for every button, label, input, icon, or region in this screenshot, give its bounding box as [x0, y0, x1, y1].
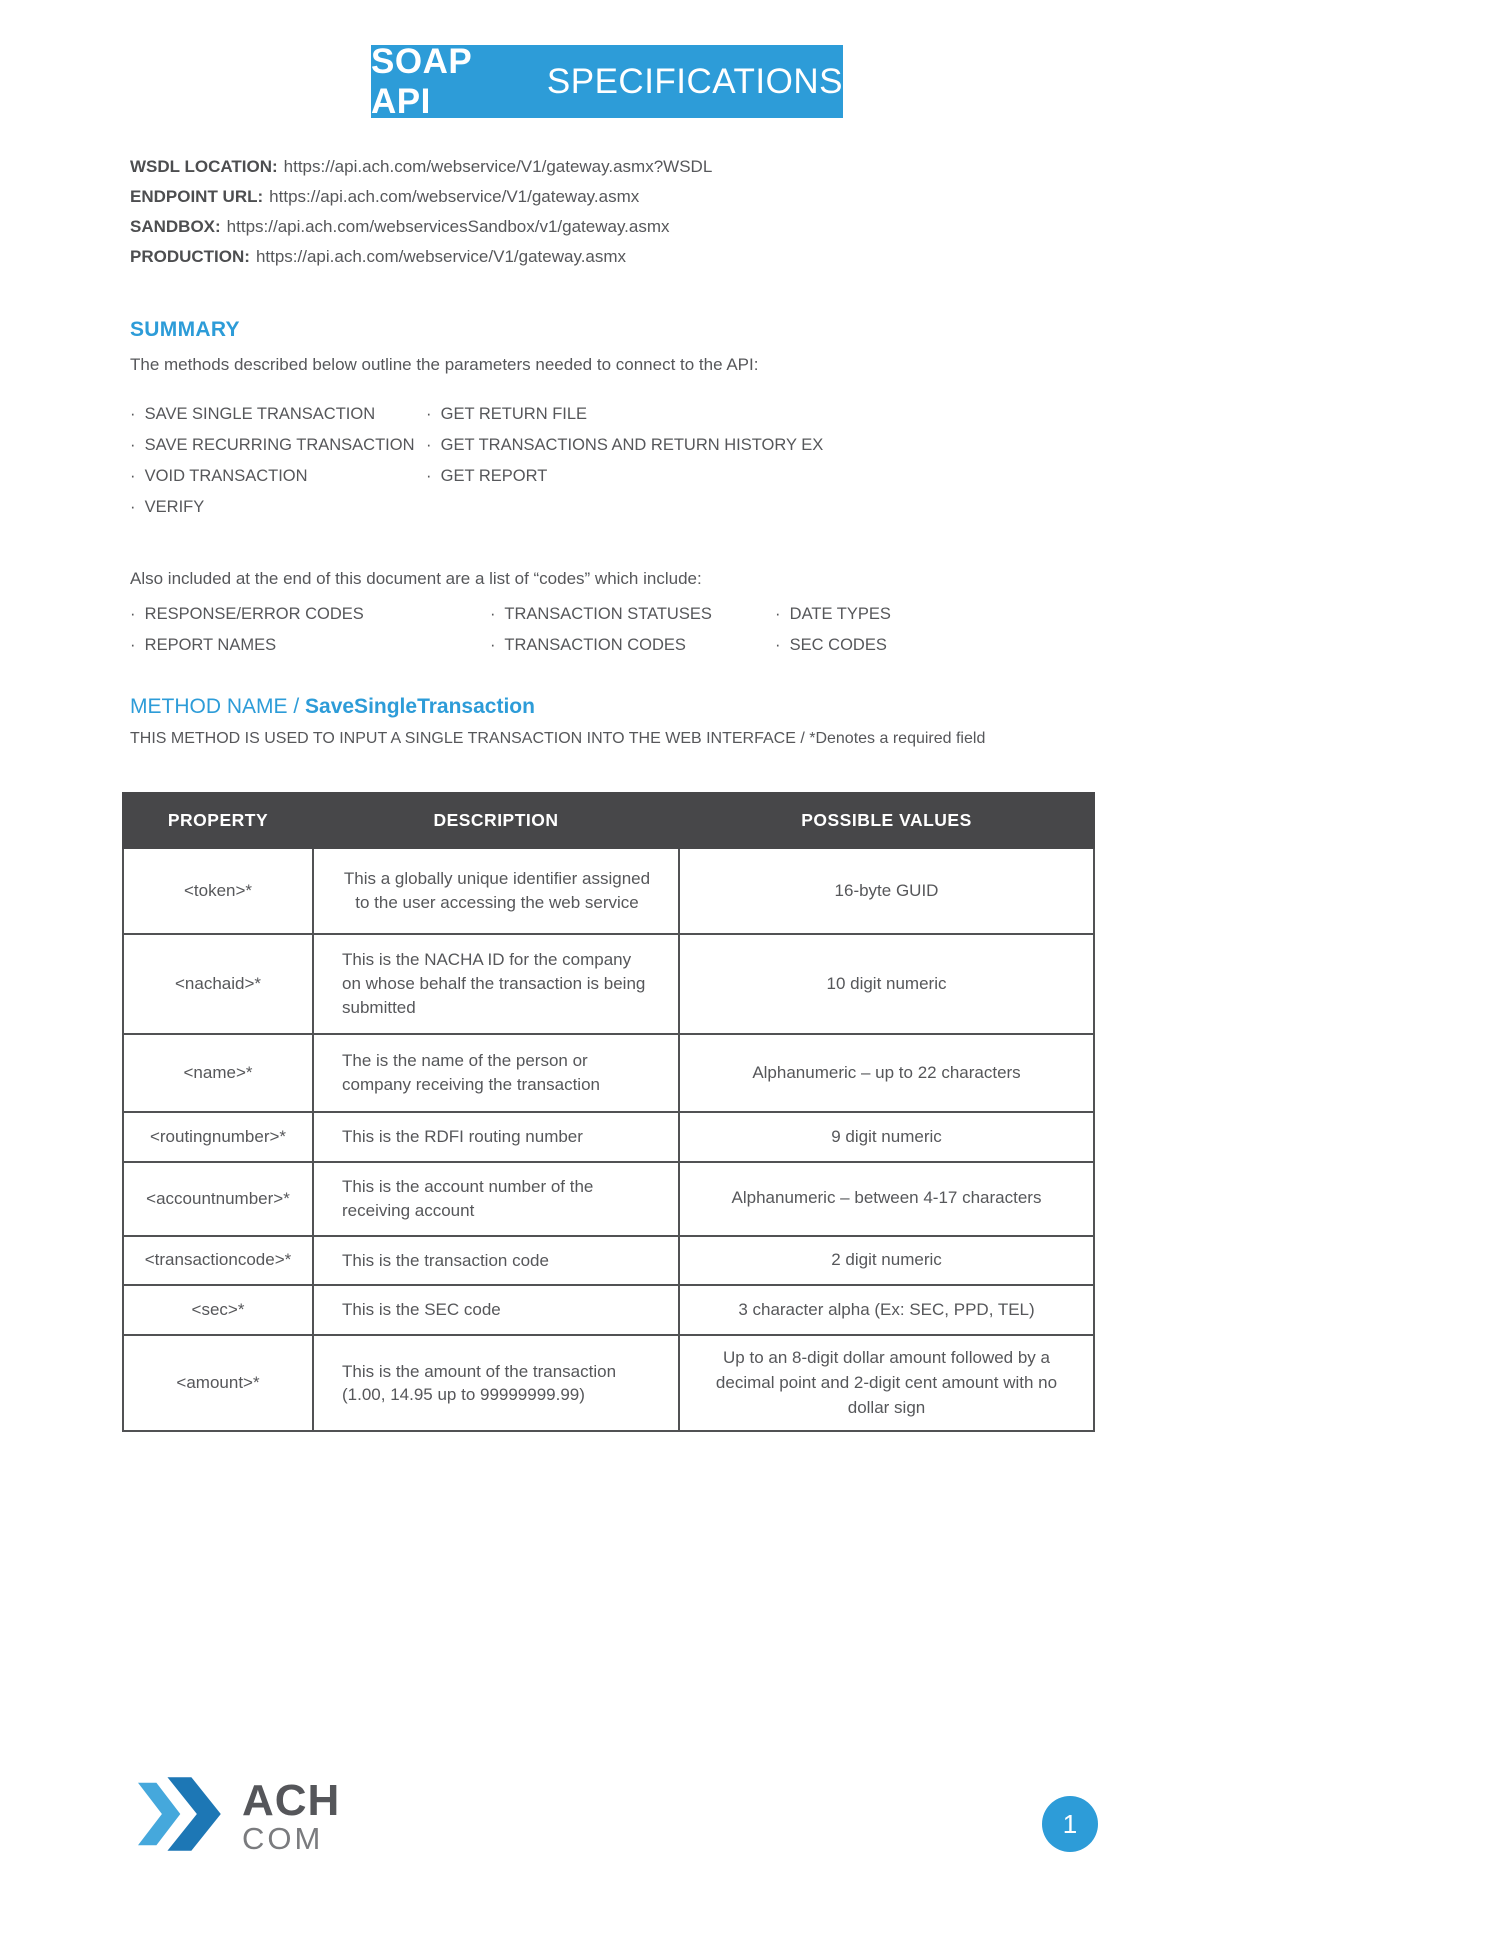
table-row	[123, 1034, 1094, 1112]
method-list-column-1	[130, 405, 426, 529]
description-cell: This is the SEC code	[313, 1285, 679, 1335]
table-row	[123, 1112, 1094, 1162]
table-row	[123, 1285, 1094, 1335]
list-item: · RESPONSE/ERROR CODES	[130, 605, 490, 624]
summary-section	[130, 318, 1140, 667]
chevrons-icon	[138, 1776, 230, 1857]
description-cell: This is the NACHA ID for the company on whose behalf the transaction is being submitted	[313, 934, 679, 1034]
table-header-row	[123, 793, 1094, 848]
list-item: · SAVE RECURRING TRANSACTION	[130, 436, 426, 455]
property-cell: <token>*	[123, 848, 313, 934]
codes-column-2	[490, 605, 775, 667]
list-item: · VOID TRANSACTION	[130, 467, 426, 486]
property-cell: <nachaid>*	[123, 934, 313, 1034]
values-cell: 9 digit numeric	[679, 1112, 1094, 1162]
method-heading-name: SaveSingleTransaction	[305, 695, 535, 718]
values-cell: 2 digit numeric	[679, 1236, 1094, 1286]
values-cell: 3 character alpha (Ex: SEC, PPD, TEL)	[679, 1285, 1094, 1335]
values-cell: Alphanumeric – up to 22 characters	[679, 1034, 1094, 1112]
values-cell: Up to an 8-digit dollar amount followed by a decimal point and 2-digit cent amount with no dollar sign	[679, 1335, 1094, 1431]
list-item: · REPORT NAMES	[130, 636, 490, 655]
description-cell: This a globally unique identifier assigned to the user accessing the web service	[313, 848, 679, 934]
list-item: · TRANSACTION CODES	[490, 636, 775, 655]
description-cell: The is the name of the person or company receiving the transaction	[313, 1034, 679, 1112]
endpoint-url: https://api.ach.com/webservicesSandbox/v1/gateway.asmx	[226, 217, 670, 236]
summary-intro: The methods described below outline the parameters needed to connect to the API:	[130, 355, 759, 374]
values-cell: 10 digit numeric	[679, 934, 1094, 1034]
method-heading-prefix: METHOD NAME /	[130, 695, 306, 718]
property-cell: <sec>*	[123, 1285, 313, 1335]
endpoint-row	[130, 242, 712, 272]
codes-intro: Also included at the end of this document are a list of “codes” which include:	[130, 569, 702, 588]
description-cell: This is the amount of the transaction (1.00, 14.95 up to 99999999.99)	[313, 1335, 679, 1431]
table-row	[123, 1162, 1094, 1236]
endpoint-label: PRODUCTION:	[130, 247, 250, 266]
description-cell: This is the transaction code	[313, 1236, 679, 1286]
description-cell: This is the RDFI routing number	[313, 1112, 679, 1162]
method-subtitle: THIS METHOD IS USED TO INPUT A SINGLE TRANSACTION INTO THE WEB INTERFACE / *Denotes a required field	[130, 730, 986, 747]
specification-table	[122, 792, 1095, 1432]
property-cell: <routingnumber>*	[123, 1112, 313, 1162]
method-name-section	[130, 695, 985, 748]
list-item: · GET TRANSACTIONS AND RETURN HISTORY EX	[426, 436, 823, 455]
list-item: · DATE TYPES	[775, 605, 891, 624]
method-list-column-2	[426, 405, 823, 529]
values-cell: Alphanumeric – between 4-17 characters	[679, 1162, 1094, 1236]
codes-list	[130, 605, 1140, 667]
endpoint-url: https://api.ach.com/webservice/V1/gateway.asmx	[255, 247, 627, 266]
header-description: DESCRIPTION	[313, 793, 679, 848]
page-number-badge	[1042, 1796, 1098, 1852]
endpoint-label: WSDL LOCATION:	[130, 157, 278, 176]
endpoint-url: https://api.ach.com/webservice/V1/gateway.asmx	[269, 187, 640, 206]
endpoint-row	[130, 182, 712, 212]
description-cell: This is the account number of the receiving account	[313, 1162, 679, 1236]
title-banner	[371, 41, 843, 121]
page-number: 1	[1062, 1808, 1078, 1839]
property-cell: <name>*	[123, 1034, 313, 1112]
logo-text	[242, 1776, 341, 1856]
logo-ach-text: ACH	[242, 1776, 341, 1825]
codes-column-1	[130, 605, 490, 667]
endpoint-list	[130, 152, 712, 272]
method-heading	[130, 695, 985, 719]
codes-column-3	[775, 605, 891, 667]
ach-com-logo	[138, 1776, 340, 1857]
list-item: · TRANSACTION STATUSES	[490, 605, 775, 624]
banner-title-bold: SOAP API	[371, 41, 472, 121]
banner-title-light: SPECIFICATIONS	[546, 61, 843, 101]
list-item: · VERIFY	[130, 498, 426, 517]
endpoint-row	[130, 212, 712, 242]
table-row	[123, 848, 1094, 934]
list-item: · GET RETURN FILE	[426, 405, 823, 424]
summary-heading: SUMMARY	[130, 318, 240, 341]
list-item: · SAVE SINGLE TRANSACTION	[130, 405, 426, 424]
table-row	[123, 1335, 1094, 1431]
list-item: · SEC CODES	[775, 636, 891, 655]
endpoint-row	[130, 152, 712, 182]
property-cell: <accountnumber>*	[123, 1162, 313, 1236]
property-cell: <transactioncode>*	[123, 1236, 313, 1286]
endpoint-label: ENDPOINT URL:	[130, 187, 264, 206]
header-possible-values: POSSIBLE VALUES	[679, 793, 1094, 848]
property-cell: <amount>*	[123, 1335, 313, 1431]
endpoint-url: https://api.ach.com/webservice/V1/gateway.asmx?WSDL	[283, 157, 713, 176]
list-item: · GET REPORT	[426, 467, 823, 486]
endpoint-label: SANDBOX:	[130, 217, 221, 236]
values-cell: 16-byte GUID	[679, 848, 1094, 934]
method-list	[130, 405, 1140, 529]
header-property: PROPERTY	[123, 793, 313, 848]
table-row	[123, 934, 1094, 1034]
table-row	[123, 1236, 1094, 1286]
logo-com-text: COM	[242, 1821, 324, 1856]
